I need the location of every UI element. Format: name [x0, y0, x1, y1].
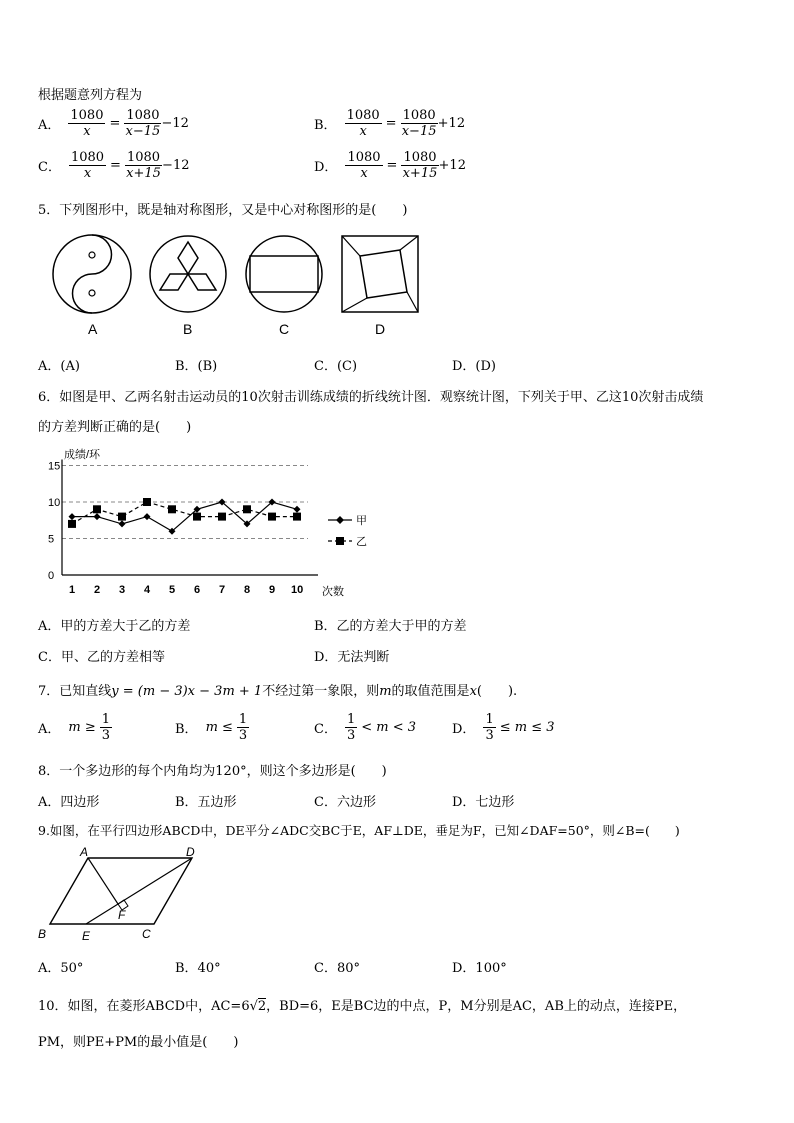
- denominator: x−15: [125, 124, 161, 139]
- data-point: [243, 505, 251, 513]
- option-pre: m ≥: [68, 720, 96, 735]
- data-point: [93, 505, 101, 513]
- fraction: [401, 150, 438, 181]
- x-tick-label: 2: [94, 584, 101, 596]
- q9-stem: 9.如图，在平行四边形ABCD中，DE平分∠ADC交BC于E，AF⊥DE，垂足为F，已知∠DAF=50°，则∠B=( ): [38, 823, 680, 838]
- fraction: [401, 108, 438, 139]
- intro-text: 根据题意列方程为: [38, 88, 143, 103]
- tail-term: −12: [162, 158, 190, 173]
- fraction: [483, 712, 495, 743]
- tail-term: −12: [161, 116, 189, 131]
- figure-label-c: C: [279, 321, 290, 337]
- denominator: 3: [101, 728, 111, 743]
- q8-option-d[interactable]: D．七边形: [452, 795, 515, 810]
- fraction: [345, 150, 382, 181]
- legend-series-2: 乙: [356, 536, 367, 548]
- data-point: [118, 513, 126, 521]
- vertex-label-c: C: [142, 927, 151, 941]
- y-tick-label: 10: [48, 497, 61, 509]
- numerator: 1080: [347, 150, 381, 165]
- x-tick-label: 7: [219, 584, 226, 596]
- option-label: A．: [38, 118, 61, 133]
- x-tick-label: 4: [144, 584, 151, 596]
- q8-option-c[interactable]: C．六边形: [314, 795, 376, 810]
- figure-label-a: A: [88, 321, 98, 337]
- q4-option-d[interactable]: [314, 150, 466, 181]
- data-point: [143, 498, 151, 506]
- point-label-f: F: [118, 908, 126, 922]
- chart-legend: [328, 514, 367, 548]
- q5-option-c[interactable]: C．(C): [314, 359, 358, 374]
- tail-term: +12: [438, 158, 466, 173]
- point-label-e: E: [82, 929, 91, 943]
- option-label: C．: [38, 160, 61, 175]
- q8-option-b[interactable]: B．五边形: [175, 795, 237, 810]
- q5-option-d[interactable]: D．(D): [452, 359, 496, 374]
- x-tick-label: 8: [244, 584, 251, 596]
- denominator: x+15: [126, 166, 161, 181]
- q6-option-c[interactable]: C．甲、乙的方差相等: [38, 650, 165, 665]
- data-point: [218, 513, 226, 521]
- fraction: [345, 108, 382, 139]
- q9-option-b[interactable]: B．40°: [175, 961, 221, 976]
- fraction: [69, 150, 106, 181]
- y-tick-label: 5: [48, 533, 55, 546]
- fraction: [124, 108, 161, 139]
- q9-option-d[interactable]: D．100°: [452, 961, 507, 976]
- fraction: [125, 150, 162, 181]
- denominator: 3: [238, 728, 248, 743]
- q7-var-x: x: [469, 684, 477, 699]
- figure-label-d: D: [375, 321, 386, 337]
- numerator: 1080: [346, 108, 380, 123]
- x-tick-label: 1: [69, 584, 76, 596]
- tail-term: +12: [437, 116, 466, 131]
- numerator: 1: [346, 712, 356, 727]
- q10-stem-line1: [38, 995, 686, 1014]
- denominator: 3: [346, 728, 356, 743]
- circle-rectangle-figure: [246, 236, 322, 312]
- q7-equation: y = (m − 3)x − 3m + 1: [111, 684, 263, 699]
- q5-stem: 5．下列图形中，既是轴对称图形，又是中心对称图形的是( ): [38, 203, 408, 218]
- fraction: [237, 712, 249, 743]
- equals-sign: =: [109, 116, 121, 131]
- q5-figures: [40, 228, 440, 340]
- data-point: [144, 513, 151, 520]
- parallelogram-figure: [30, 846, 210, 946]
- option-post: ≤ m ≤ 3: [499, 720, 555, 735]
- equals-sign: =: [386, 158, 398, 173]
- q7-stem-part4: ( ).: [476, 684, 518, 699]
- q6-stem-line2: 的方差判断正确的是( ): [38, 420, 192, 435]
- q4-option-a[interactable]: [38, 108, 189, 139]
- q6-stem-line1: 6．如图是甲、乙两名射击运动员的10次射击训练成绩的折线统计图．观察统计图，下列关于甲、乙这10次射击成绩: [38, 390, 704, 405]
- x-tick-label: 3: [119, 584, 126, 596]
- option-label: B．: [314, 118, 337, 133]
- y-tick-label: 0: [48, 570, 55, 582]
- numerator: 1080: [70, 150, 105, 165]
- square-pinwheel-figure: [342, 236, 418, 312]
- q6-option-d[interactable]: D．无法判断: [314, 650, 390, 665]
- fraction: [68, 108, 105, 139]
- denominator: x+15: [402, 166, 438, 181]
- numerator: 1080: [70, 108, 104, 123]
- legend-series-1: 甲: [356, 515, 367, 527]
- q10-stem-part2: ，BD=6，E是BC边的中点，P，M分别是AC，AB上的动点，连接PE，: [266, 999, 687, 1014]
- data-point: [68, 520, 76, 528]
- data-point: [294, 506, 301, 513]
- denominator: x: [360, 166, 368, 181]
- q7-stem-part2: 不经过第一象限，则: [262, 684, 380, 699]
- sqrt-radicand: 2: [257, 999, 267, 1014]
- vertex-label-d: D: [186, 846, 195, 859]
- q7-var-m: m: [379, 684, 392, 699]
- numerator: 1: [238, 712, 248, 727]
- q8-stem: 8．一个多边形的每个内角均为120°，则这个多边形是( ): [38, 764, 387, 779]
- denominator: 3: [485, 728, 494, 743]
- q7-stem-part3: 的取值范围是: [391, 684, 470, 699]
- x-tick-label: 5: [169, 584, 176, 596]
- data-point: [193, 513, 201, 521]
- q7-option-b[interactable]: [175, 712, 249, 743]
- numerator: 1080: [126, 108, 160, 123]
- option-label: D．: [314, 160, 338, 175]
- option-label: B．: [175, 722, 198, 737]
- sqrt-symbol: √: [249, 999, 258, 1014]
- chart-series: [68, 498, 301, 535]
- y-tick-label: 15: [48, 460, 61, 473]
- q5-option-a[interactable]: A．(A): [38, 359, 80, 374]
- q10-stem-line2: PM，则PE+PM的最小值是( ): [38, 1035, 239, 1050]
- data-point: [168, 505, 176, 513]
- x-tick-label: 6: [194, 584, 201, 596]
- q7-option-c[interactable]: [314, 712, 416, 743]
- data-point: [293, 513, 301, 521]
- numerator: 1080: [126, 150, 161, 165]
- denominator: x−15: [401, 124, 437, 139]
- denominator: x: [83, 166, 92, 181]
- option-post: < m < 3: [361, 720, 417, 735]
- q5-option-b[interactable]: B．(B): [175, 359, 218, 374]
- yin-yang-figure: [53, 235, 131, 313]
- equals-sign: =: [385, 116, 397, 131]
- x-axis-label: 次数: [322, 586, 344, 598]
- q4-option-c[interactable]: [38, 150, 189, 181]
- q7-option-d[interactable]: [452, 712, 555, 743]
- numerator: 1: [485, 712, 494, 727]
- data-point: [94, 513, 101, 520]
- q7-stem-part1: 7．已知直线: [38, 684, 112, 699]
- option-pre: m ≤: [205, 720, 233, 735]
- q9-option-a[interactable]: A．50°: [38, 961, 84, 976]
- vertex-label-a: A: [80, 846, 89, 859]
- series-line: [72, 502, 297, 531]
- fraction: [100, 712, 112, 743]
- x-tick-label: 10: [291, 584, 304, 596]
- numerator: 1: [101, 712, 111, 727]
- q6-option-a[interactable]: A．甲的方差大于乙的方差: [38, 619, 191, 634]
- figure-label-b: B: [183, 321, 193, 337]
- q7-stem: [38, 680, 517, 699]
- x-tick-label: 9: [269, 584, 276, 596]
- option-label: C．: [314, 722, 337, 737]
- three-diamonds-figure: [150, 236, 226, 312]
- q4-option-b[interactable]: [314, 108, 465, 139]
- option-label: D．: [452, 722, 476, 737]
- q10-stem-part1: 10．如图，在菱形ABCD中，AC=6: [38, 999, 250, 1014]
- denominator: x: [359, 124, 367, 139]
- data-point: [119, 520, 126, 527]
- line-chart: [30, 444, 370, 604]
- q8-option-a[interactable]: A．四边形: [38, 795, 100, 810]
- denominator: x: [83, 124, 91, 139]
- data-point: [69, 513, 76, 520]
- equals-sign: =: [110, 158, 121, 173]
- data-point: [268, 513, 276, 521]
- vertex-label-b: B: [38, 927, 47, 941]
- q6-option-b[interactable]: B．乙的方差大于甲的方差: [314, 619, 467, 634]
- q9-option-c[interactable]: C．80°: [314, 961, 360, 976]
- fraction: [345, 712, 357, 743]
- numerator: 1080: [403, 150, 437, 165]
- y-axis-label: 成绩/环: [64, 449, 101, 461]
- q7-option-a[interactable]: [38, 712, 112, 743]
- numerator: 1080: [402, 108, 436, 123]
- option-label: A．: [38, 722, 61, 737]
